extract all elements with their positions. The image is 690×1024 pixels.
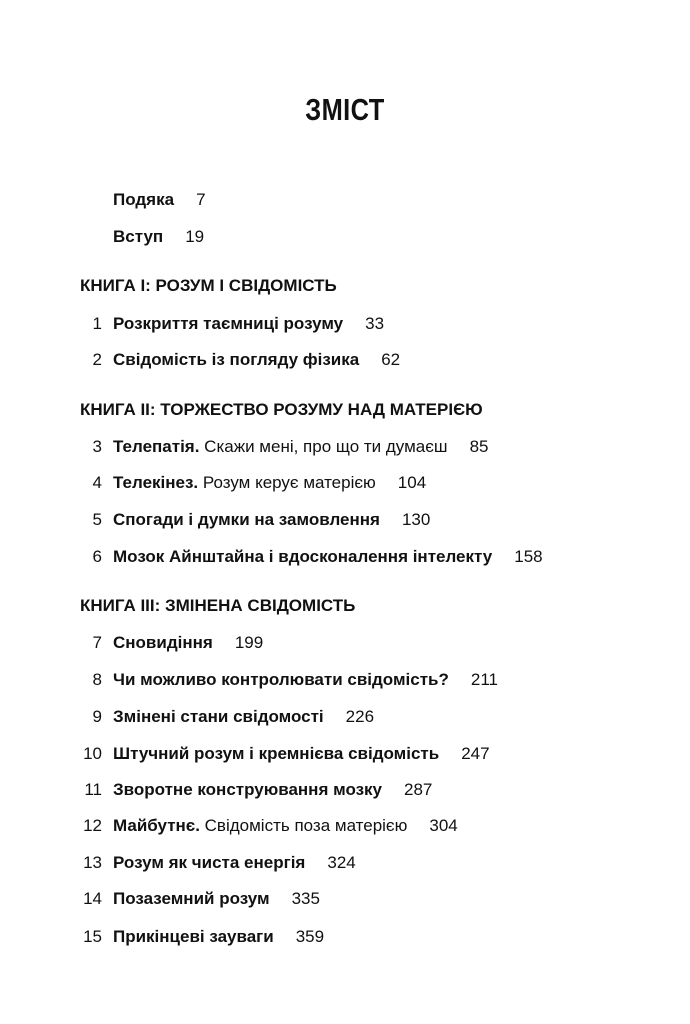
chapter-title: Розум як чиста енергія: [113, 853, 306, 872]
chapter-number: 13: [83, 853, 102, 872]
chapter-page: 247: [461, 744, 490, 763]
chapter-page: 359: [295, 927, 325, 946]
chapter-page: 324: [327, 853, 356, 872]
book-heading-3: КНИГА ІІІ: ЗМІНЕНА СВІДОМІСТЬ: [80, 596, 356, 615]
chapter-title: Свідомість із погляду фізика: [113, 350, 360, 369]
chapter-title: Сновидіння: [113, 633, 213, 652]
chapter-title: Прикінцеві зауваги: [113, 927, 274, 946]
entry-page: 7: [196, 190, 206, 209]
page-title: ЗМІСТ: [305, 92, 385, 127]
chapter-number: 4: [92, 473, 102, 492]
chapter-number: 8: [92, 670, 102, 689]
chapter-page: 211: [470, 670, 498, 689]
chapter-title: Зворотне конструювання мозку: [113, 780, 383, 799]
chapter-title: Розкриття таємниці розуму: [113, 314, 344, 333]
chapter-title: Телекінез.: [113, 473, 199, 492]
chapter-number: 2: [92, 350, 102, 369]
chapter-number: 5: [92, 510, 102, 529]
book-heading-2: КНИГА ІІ: ТОРЖЕСТВО РОЗУМУ НАД МАТЕРІЄЮ: [80, 400, 483, 419]
chapter-number: 6: [92, 547, 102, 566]
chapter-title: Позаземний розум: [113, 889, 270, 908]
chapter-page: 287: [404, 780, 433, 799]
chapter-number: 7: [92, 633, 102, 652]
chapter-page: 33: [365, 314, 385, 333]
chapter-title: Штучний розум і кремнієва свідомість: [113, 744, 440, 763]
chapter-number: 12: [83, 816, 102, 835]
chapter-number: 14: [83, 889, 102, 908]
chapter-number: 10: [83, 744, 102, 763]
chapter-title: Мозок Айнштайна і вдосконалення інтелекту: [113, 547, 493, 566]
chapter-title: Змінені стани свідомості: [113, 707, 324, 726]
chapter-page: 304: [429, 816, 458, 835]
chapter-subtitle: Розум керує матерією: [202, 473, 376, 492]
chapter-number: 3: [92, 437, 102, 456]
chapter-subtitle: Скажи мені, про що ти думаєш: [204, 437, 448, 456]
chapter-page: 130: [401, 510, 431, 529]
chapter-page: 335: [291, 889, 320, 908]
chapter-page: 158: [514, 547, 543, 566]
chapter-title: Чи можливо контролювати свідомість?: [113, 670, 449, 689]
chapter-page: 62: [381, 350, 401, 369]
chapter-title: Спогади і думки на замовлення: [113, 510, 380, 529]
chapter-number: 9: [92, 707, 102, 726]
entry-page: 19: [185, 227, 205, 246]
chapter-number: 11: [84, 780, 102, 799]
entry-title: Вступ: [113, 227, 164, 246]
entry-title: Подяка: [113, 190, 175, 209]
chapter-number: 1: [92, 314, 102, 333]
chapter-subtitle: Свідомість поза матерією: [204, 816, 408, 835]
chapter-title: Телепатія.: [113, 437, 200, 456]
chapter-page: 199: [234, 633, 264, 652]
chapter-page: 85: [469, 437, 489, 456]
book-heading-1: КНИГА І: РОЗУМ І СВІДОМІСТЬ: [80, 276, 337, 295]
chapter-page: 226: [345, 707, 375, 726]
chapter-title: Майбутнє.: [113, 816, 200, 835]
chapter-page: 104: [397, 473, 427, 492]
chapter-number: 15: [83, 927, 102, 946]
